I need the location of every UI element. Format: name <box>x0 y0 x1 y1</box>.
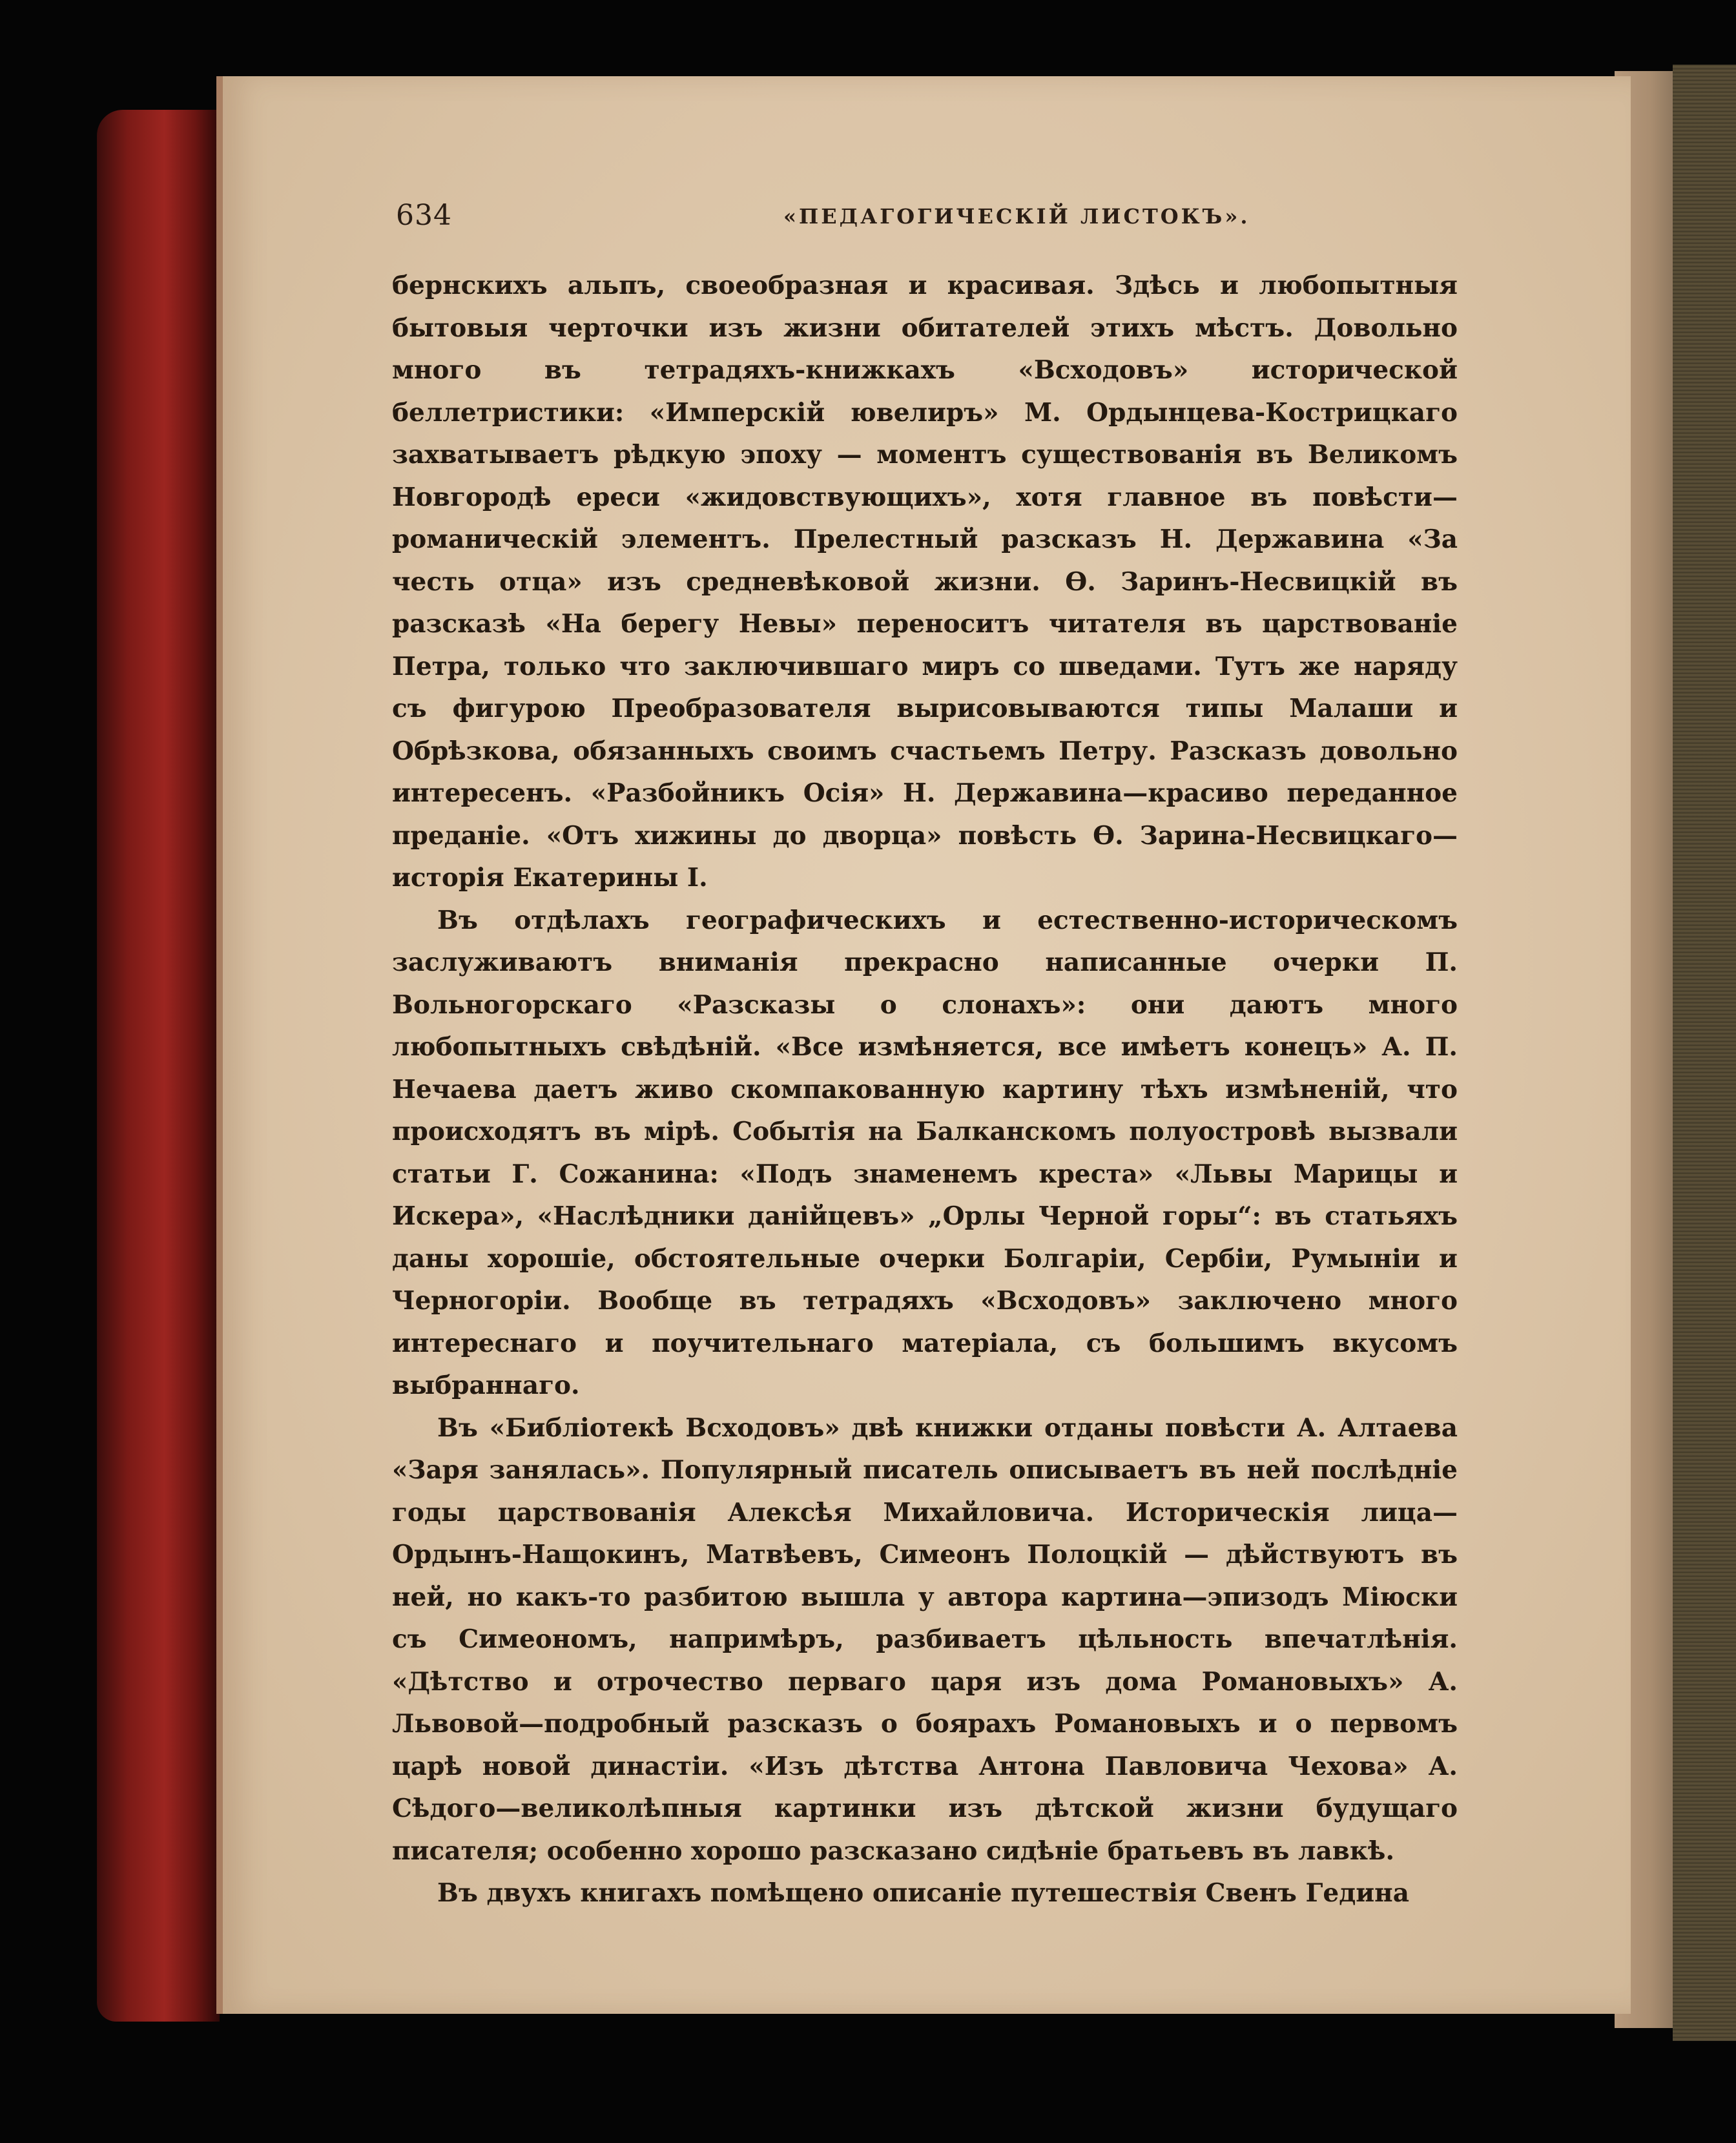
binding-cloth <box>1673 65 1736 2041</box>
paragraph-4: Въ двухъ книгахъ помѣщено описаніе путешествія Свенъ Гедина <box>437 1878 1409 1908</box>
paragraph-3: Въ «Библіотекѣ Всходовъ» двѣ книжки отданы повѣсти А. Алтаева «Заря занялась». Популярный писатель описываетъ въ ней послѣдніе годы царствованія Алексѣя Михайловича. Историческія лица—Ордынъ-Нащокинъ, Матвѣевъ, Симеонъ Полоцкій — дѣйствуютъ въ ней, но какъ-то разбитою вышла у автора картина—эпизодъ Міюски съ Симеономъ, напримѣръ, разбиваетъ цѣльность впечатлѣнія. «Дѣтство и отрочество перваго царя изъ дома Романовыхъ» А. Львовой—подробный разсказъ о боярахъ Романовыхъ и о первомъ царѣ новой династіи. «Изъ дѣтства Антона Павловича Чехова» А. Сѣдого—великолѣпныя картинки изъ дѣтской жизни будущаго писателя; особенно хорошо разсказано сидѣніе братьевъ въ лавкѣ. <box>392 1413 1458 1866</box>
paragraph-2: Въ отдѣлахъ географическихъ и естественно-историческомъ заслуживаютъ вниманія прекрасно написанные очерки П. Вольногорскаго «Разсказы о слонахъ»: они даютъ много любопытныхъ свѣдѣній. «Все измѣняется, все имѣетъ конецъ» А. П. Нечаева даетъ живо скомпакованную картину тѣхъ измѣненій, что происходятъ въ мірѣ. Событія на Балканскомъ полуостровѣ вызвали статьи Г. Сожанина: «Подъ знаменемъ креста» «Львы Марицы и Искера», «Наслѣдники данійцевъ» „Орлы Черной горы“: въ статьяхъ даны хорошіе, обстоятельные очерки Болгаріи, Сербіи, Румыніи и Черногоріи. Вообще въ тетрадяхъ «Всходовъ» заключено много интереснаго и поучительнаго матеріала, съ большимъ вкусомъ выбраннаго. <box>392 905 1458 1400</box>
book-edge-left <box>97 110 220 2022</box>
page-number: 634 <box>396 199 452 232</box>
body-text <box>392 265 1458 1915</box>
running-title: «ПЕДАГОГИЧЕСКІЙ ЛИСТОКЪ». <box>783 204 1250 229</box>
paragraph-1: бернскихъ альпъ, своеобразная и красивая. Здѣсь и любопытныя бытовыя черточки изъ жизни обитателей этихъ мѣстъ. Довольно много въ тетрадяхъ-книжкахъ «Всходовъ» исторической беллетристики: «Имперскій ювелиръ» М. Ордынцева-Кострицкаго захватываетъ рѣдкую эпоху — моментъ существованія въ Великомъ Новгородѣ ереси «жидовствующихъ», хотя главное въ повѣсти—романическій элементъ. Прелестный разсказъ Н. Державина «За честь отца» изъ средневѣковой жизни. Ѳ. Заринъ-Несвицкій въ разсказѣ «На берегу Невы» переноситъ читателя въ царствованіе Петра, только что заключившаго миръ со шведами. Тутъ же наряду съ фигурою Преобразователя вырисовываются типы Малаши и Обрѣзкова, обязанныхъ своимъ счастьемъ Петру. Разсказъ довольно интересенъ. «Разбойникъ Осія» Н. Державина—красиво переданное преданіе. «Отъ хижины до дворца» повѣсть Ѳ. Зарина-Несвицкаго—исторія Екатерины I. <box>392 271 1458 893</box>
page-header <box>396 199 1481 238</box>
